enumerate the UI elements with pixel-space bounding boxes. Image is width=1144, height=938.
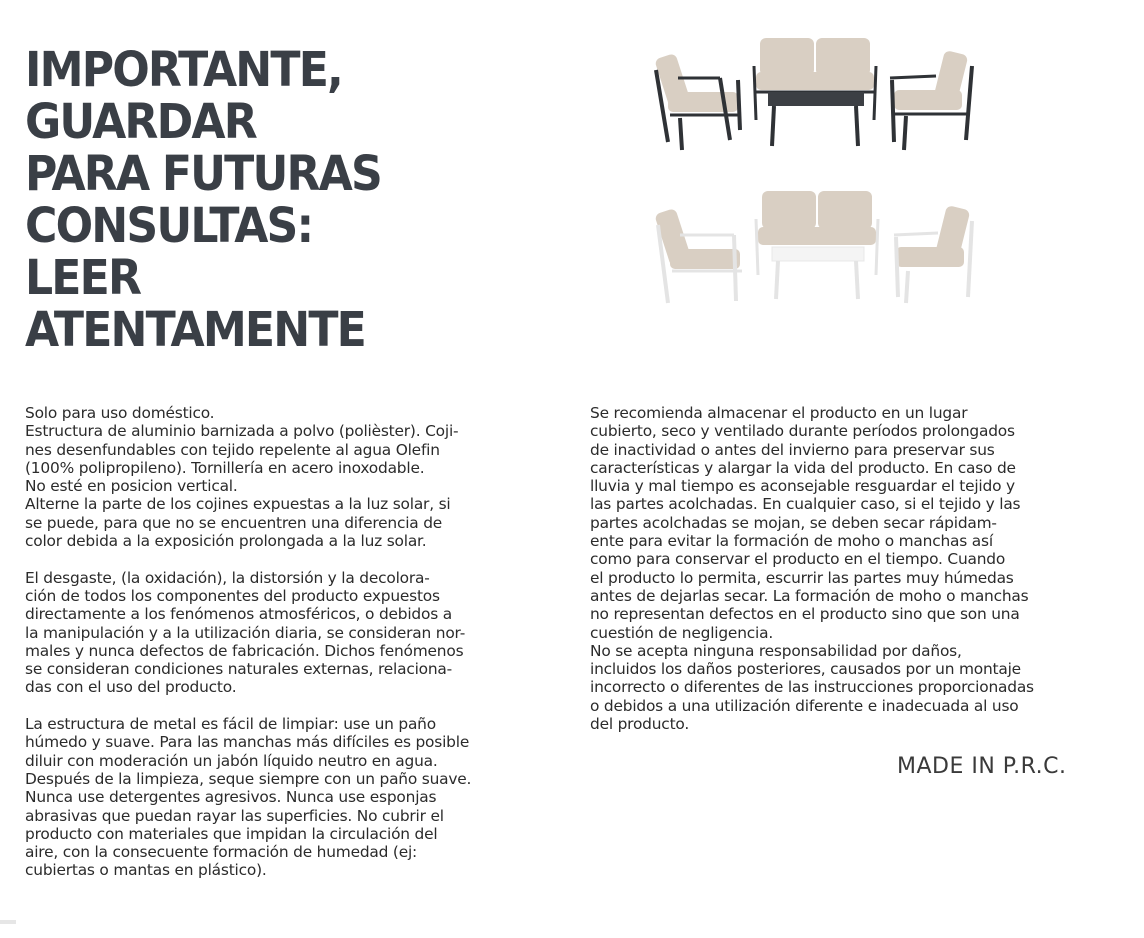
headline-line: GUARDAR — [25, 94, 256, 150]
text-line: Después de la limpieza, seque siempre con un paño suave. — [25, 769, 472, 788]
page-corner-mark — [0, 920, 16, 924]
text-line: ción de todos los componentes del producto expuestos — [25, 586, 440, 605]
text-line: se puede, para que no se encuentren una diferencia de — [25, 513, 443, 532]
text-line: del producto. — [590, 715, 690, 734]
headline-line: PARA FUTURAS — [25, 146, 381, 202]
text-line: La estructura de metal es fácil de limpiar: use un paño — [25, 715, 436, 734]
text-line: Se recomienda almacenar el producto en un lugar — [590, 404, 968, 422]
headline-line: LEER — [25, 250, 141, 306]
text-line: de inactividad o antes del invierno para preservar sus — [590, 440, 995, 459]
armchair-left-white — [654, 208, 742, 303]
paragraph-gap — [25, 697, 555, 715]
dark-furniture-set-image — [650, 30, 980, 155]
white-furniture-set-illustration — [650, 185, 980, 310]
text-line: directamente a los fenómenos atmosféricos, o debidos a — [25, 605, 452, 624]
text-line: diluir con moderación un jabón líquido neutro en agua. — [25, 751, 438, 770]
made-in-label: MADE IN P.R.C. — [897, 754, 1067, 779]
text-line: nes desenfundables con tejido repelente al agua Olefin — [25, 440, 440, 459]
headline-line: ATENTAMENTE — [25, 302, 365, 358]
text-line: incorrecto o diferentes de las instrucciones proporcionadas — [590, 678, 1034, 697]
table-white — [772, 247, 864, 299]
text-line: la manipulación y a la utilización diaria, se consideran nor- — [25, 623, 466, 642]
text-line: lluvia y mal tiempo es aconsejable resguardar el tejido y — [590, 477, 1015, 496]
text-line: Alterne la parte de los cojines expuestas a la luz solar, si — [25, 495, 451, 514]
text-line: Nunca use detergentes agresivos. Nunca use esponjas — [25, 788, 437, 807]
paragraph-gap — [25, 550, 555, 568]
armchair-right-white — [894, 205, 972, 303]
text-line: producto con materiales que impidan la circulación del — [25, 824, 438, 843]
text-line: males y nunca defectos de fabricación. Dichos fenómenos — [25, 641, 464, 660]
instructions-right-column — [590, 404, 1120, 733]
text-line: húmedo y suave. Para las manchas más difíciles es posible — [25, 733, 470, 752]
armchair-left-dark — [654, 53, 740, 150]
text-line: (100% polipropileno). Tornillería en acero inoxodable. — [25, 458, 425, 477]
text-line: antes de dejarlas secar. La formación de moho o manchas — [590, 586, 1029, 605]
text-line: abrasivas que puedan rayar las superficies. No cubrir el — [25, 806, 444, 825]
headline-line: CONSULTAS: — [25, 198, 313, 254]
table-dark — [768, 92, 864, 146]
text-line: cuestión de negligencia. — [590, 623, 774, 642]
text-line: Estructura de aluminio barnizada a polvo (polièster). Coji- — [25, 422, 459, 441]
headline — [25, 44, 393, 356]
text-line: No se acepta ninguna responsabilidad por daños, — [590, 641, 962, 660]
text-line: ente para evitar la formación de moho o manchas así — [590, 532, 993, 551]
text-line: No esté en posicion vertical. — [25, 477, 238, 496]
text-line: se consideran condiciones naturales externas, relaciona- — [25, 660, 453, 679]
dark-furniture-set-illustration — [650, 30, 980, 155]
text-line: color debida a la exposición prolongada a la luz solar. — [25, 532, 427, 551]
sofa-white — [756, 191, 878, 275]
text-line: o debidos a una utilización diferente e inadecuada al uso — [590, 696, 1019, 715]
text-line: cubiertas o mantas en plástico). — [25, 861, 267, 880]
text-line: aire, con la consecuente formación de humedad (ej: — [25, 843, 418, 862]
text-line: cubierto, seco y ventilado durante períodos prolongados — [590, 422, 1015, 441]
armchair-right-dark — [890, 50, 972, 150]
text-line: das con el uso del producto. — [25, 678, 237, 697]
text-line: características y alargar la vida del producto. En caso de — [590, 458, 1016, 477]
text-line: el producto lo permita, escurrir las partes muy húmedas — [590, 568, 1014, 587]
text-line: no representan defectos en el producto sino que son una — [590, 605, 1020, 624]
headline-line: IMPORTANTE, — [25, 42, 342, 98]
text-line: como para conservar el producto en el tiempo. Cuando — [590, 550, 1006, 569]
text-line: partes acolchadas se mojan, se deben secar rápidam- — [590, 513, 997, 532]
text-line: incluidos los daños posteriores, causados por un montaje — [590, 660, 1021, 679]
text-line: las partes acolchadas. En cualquier caso, si el tejido y las — [590, 495, 1021, 514]
white-furniture-set-image — [650, 185, 980, 310]
text-line: Solo para uso doméstico. — [25, 404, 215, 422]
text-line: El desgaste, (la oxidación), la distorsión y la decolora- — [25, 568, 430, 587]
instructions-left-column — [25, 404, 555, 880]
